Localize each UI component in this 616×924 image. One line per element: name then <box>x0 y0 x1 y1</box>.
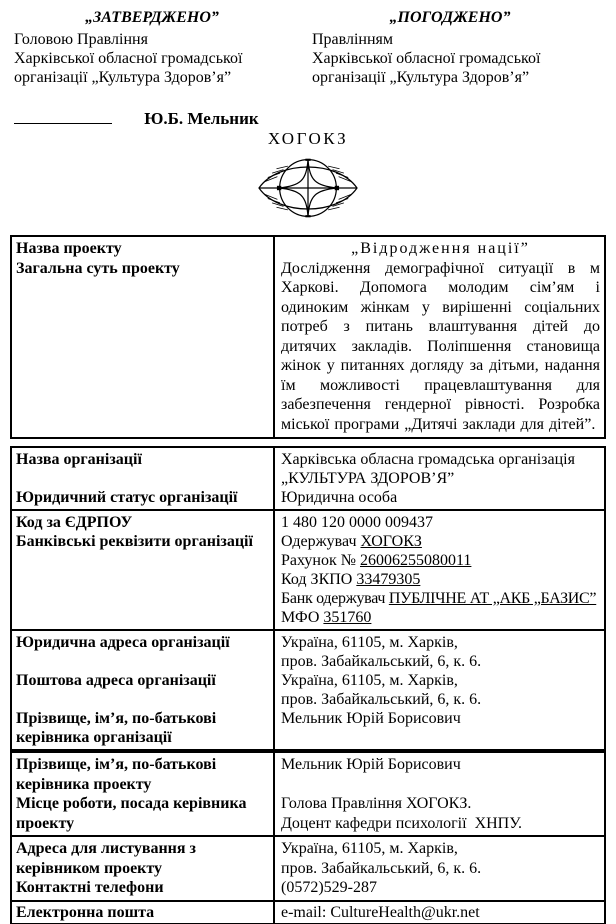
leader-job-label: Місце роботи, посада керівника <box>16 795 247 812</box>
eye-star-logo-icon <box>255 153 361 223</box>
email-value: e-mail: CultureHealth@ukr.net <box>281 903 480 921</box>
leader-name-label: Прізвище, ім’я, по-батькові <box>16 756 217 773</box>
bank-line-value: 351760 <box>323 609 372 626</box>
table-row <box>11 630 605 750</box>
table-row <box>11 836 605 901</box>
phone-value: (0572)529-287 <box>281 879 377 896</box>
org-name-label: Назва організації <box>16 451 142 468</box>
table-row <box>11 901 605 924</box>
bank-line-prefix: Рахунок № <box>281 552 360 569</box>
logo-section <box>0 129 616 223</box>
phones-label: Контактні телефони <box>16 879 164 896</box>
leader-table <box>10 751 606 924</box>
bank-line-prefix: Одержувач <box>281 533 361 550</box>
project-name-label: Назва проекту <box>16 240 122 257</box>
correspondence-address-label: Адреса для листування з <box>16 840 196 857</box>
signature-underline <box>14 106 112 124</box>
project-labels-cell <box>11 236 274 438</box>
org-head-value: Мельник Юрій Борисович <box>281 710 461 727</box>
leader-name-label: керівника проекту <box>16 775 152 793</box>
org-head-label: Прізвище, ім’я, по-батькові <box>16 710 217 727</box>
leader-job-value: Голова Правління ХОГОКЗ. <box>281 795 472 812</box>
legal-address-label: Юридична адреса організації <box>16 634 230 651</box>
table-row <box>11 236 605 438</box>
leader-job-label: проекту <box>16 814 75 832</box>
signature-block <box>14 106 259 129</box>
bank-line-value: ПУБЛІЧНЕ АТ „АКБ „БАЗИС” <box>388 590 597 607</box>
signature-name: Ю.Б. Мельник <box>144 109 259 128</box>
approved-line: організації „Культура Здоров’я” <box>14 69 232 86</box>
header <box>14 8 600 87</box>
email-label-cell <box>11 901 274 924</box>
bank-recipient-line <box>281 532 600 551</box>
leader-job-value: Доцент кафедри психології ХНПУ. <box>281 814 522 832</box>
org-bank-values-cell <box>274 510 605 630</box>
blank-line <box>16 690 269 709</box>
bank-details-label: Банківські реквізити організації <box>16 533 253 550</box>
agreed-line: організації „Культура Здоров’я” <box>312 69 530 86</box>
blank-line <box>16 652 269 671</box>
correspondence-address-value: Україна, 61105, м. Харків, <box>281 840 458 857</box>
approved-line: Харківської обласної громадської <box>14 50 243 67</box>
org-name-value: „КУЛЬТУРА ЗДОРОВ’Я” <box>281 470 455 487</box>
project-title: „Відродження нації” <box>351 240 530 257</box>
postal-address-value: Україна, 61105, м. Харків, <box>281 672 458 689</box>
bank-name-line <box>281 589 600 608</box>
org-name-labels-cell <box>11 447 274 510</box>
bank-account-line <box>281 551 600 570</box>
bank-line-value: 26006255080011 <box>360 552 472 569</box>
edrpou-code-value: 1 480 120 0000 009437 <box>281 514 433 531</box>
leader-contact-labels-cell <box>11 836 274 901</box>
project-value-cell <box>274 236 605 438</box>
table-row <box>11 447 605 510</box>
email-label: Електронна пошта <box>16 903 155 921</box>
correspondence-address-label: керівником проекту <box>16 859 163 877</box>
org-address-values-cell <box>274 630 605 750</box>
table-row <box>11 752 605 836</box>
leader-labels-cell <box>11 752 274 836</box>
edrpou-code-label: Код за ЄДРПОУ <box>16 514 133 531</box>
agreed-line: Харківської обласної громадської <box>312 50 541 67</box>
table-row <box>11 510 605 630</box>
legal-address-value: Україна, 61105, м. Харків, <box>281 634 458 651</box>
approved-block <box>14 8 290 87</box>
legal-address-value: пров. Забайкальський, 6, к. 6. <box>281 653 482 670</box>
project-essence-label: Загальна суть проекту <box>16 259 180 277</box>
bank-line-value: ХОГОКЗ <box>360 533 422 550</box>
email-value-cell <box>274 901 605 924</box>
agreed-line: Правлінням <box>312 31 394 48</box>
leader-contact-values-cell <box>274 836 605 901</box>
correspondence-address-value: пров. Забайкальський, 6, к. 6. <box>281 859 482 877</box>
org-head-label: керівника організації <box>16 729 172 746</box>
org-address-labels-cell <box>11 630 274 750</box>
org-name-values-cell <box>274 447 605 510</box>
org-status-label: Юридичний статус організації <box>16 489 238 506</box>
bank-mfo-line <box>281 608 600 627</box>
org-bank-labels-cell <box>11 510 274 630</box>
org-abbreviation-title: ХОГОКЗ <box>267 129 349 148</box>
bank-line-value: 33479305 <box>356 571 421 588</box>
bank-line-prefix: Код ЗКПО <box>281 571 357 588</box>
approved-line: Головою Правління <box>14 31 148 48</box>
postal-address-label: Поштова адреса організації <box>16 672 216 689</box>
agreed-title: „ПОГОДЖЕНО” <box>389 9 511 26</box>
bank-zkpo-line <box>281 570 600 589</box>
bank-line-prefix: Банк одержувач <box>281 590 389 607</box>
organization-table <box>10 446 606 751</box>
project-description: Дослідження демографічної ситуації в м Харкові. Допомога молодим сім’ям і одиноким жінкам у вирішенні соціальних потреб з питань влаштування дітей до дитячих закладів. Поліпшення становища жінок у питаннях догляду за дітьми, надання їм можливості працевлаштування для забезпечення гендерної рівності. Розробка міської програми „Дитячі заклади для дітей”. <box>281 259 600 433</box>
org-status-value: Юридична особа <box>281 489 398 506</box>
blank-line <box>16 469 269 488</box>
approved-title: „ЗАТВЕРДЖЕНО” <box>85 9 219 26</box>
agreed-block <box>312 8 588 87</box>
leader-name-value: Мельник Юрій Борисович <box>281 756 461 773</box>
blank-line <box>281 775 600 795</box>
bank-line-prefix: МФО <box>281 609 324 626</box>
project-table <box>10 235 606 439</box>
postal-address-value: пров. Забайкальський, 6, к. 6. <box>281 691 482 708</box>
org-name-value: Харківська обласна громадська організація <box>281 451 575 468</box>
leader-values-cell <box>274 752 605 836</box>
